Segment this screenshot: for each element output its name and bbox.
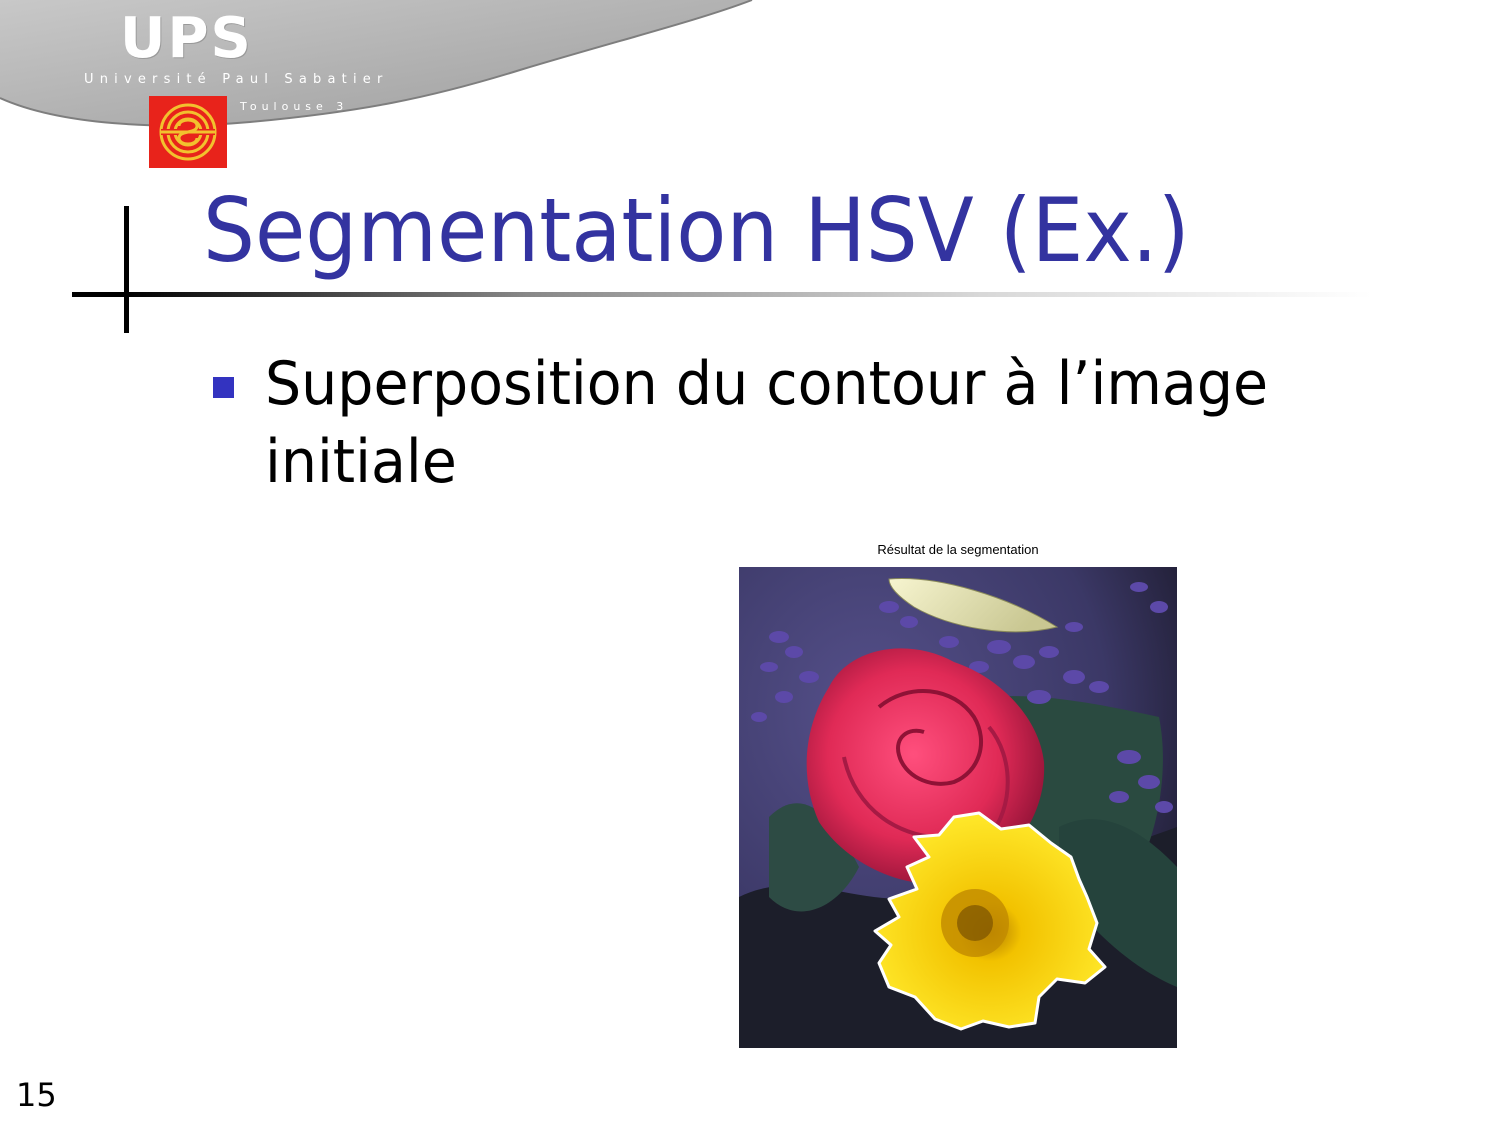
slide-number: 15 xyxy=(16,1076,57,1114)
segmentation-result-image xyxy=(739,567,1177,1048)
title-underline-rule xyxy=(72,292,1372,297)
university-emblem-icon xyxy=(149,96,227,168)
logo-city: Toulouse 3 xyxy=(240,100,349,113)
bullet-item: Superposition du contour à l’image initiale xyxy=(265,349,1269,497)
figure-caption: Résultat de la segmentation xyxy=(877,542,1039,557)
logo-ups: UPS xyxy=(120,6,253,71)
bullet-marker-icon xyxy=(213,377,234,398)
title-crosshair-line xyxy=(124,206,129,333)
header-swoosh-decoration xyxy=(0,0,760,140)
logo-university-name: Université Paul Sabatier xyxy=(84,72,389,87)
slide-title: Segmentation HSV (Ex.) xyxy=(203,179,1190,282)
